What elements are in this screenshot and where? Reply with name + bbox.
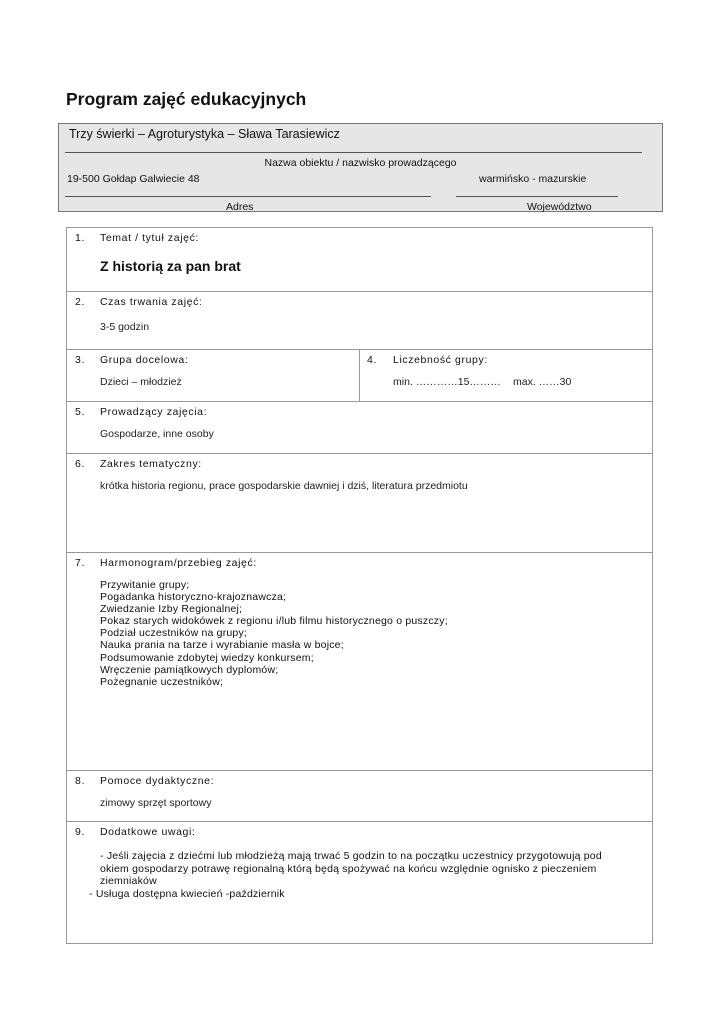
row-number: 8. (75, 775, 85, 787)
schedule-item: Pokaz starych widokówek z regionu i/lub filmu historycznego o puszczy; (100, 615, 448, 628)
row-number: 7. (75, 557, 85, 569)
schedule-item: Przywitanie grupy; (100, 579, 190, 591)
target-group-value: Dzieci – młodzież (100, 376, 182, 388)
row-number: 1. (75, 232, 85, 244)
form-row-topic (67, 228, 652, 291)
document-title: Program zajęć edukacyjnych (66, 89, 307, 109)
address-caption: Adres (226, 201, 254, 213)
address-underline (65, 196, 431, 197)
row-number: 3. (75, 354, 85, 366)
form-row-aids (67, 770, 652, 822)
facility-header (58, 123, 663, 212)
form-row-instructors (67, 401, 652, 454)
scope-label: Zakres tematyczny: (100, 458, 202, 470)
program-form-table (66, 227, 653, 944)
notes-text (89, 850, 644, 900)
form-row-group (67, 349, 652, 402)
instructors-label: Prowadzący zajęcia: (100, 406, 208, 418)
duration-label: Czas trwania zajęć: (100, 296, 203, 308)
notes-label: Dodatkowe uwagi: (100, 826, 196, 838)
topic-value: Z historią za pan brat (100, 258, 241, 274)
instructors-value: Gospodarze, inne osoby (100, 428, 214, 440)
form-row-duration (67, 291, 652, 350)
duration-value: 3-5 godzin (100, 321, 150, 333)
group-size-min: min. …………15……… (393, 376, 501, 388)
schedule-label: Harmonogram/przebieg zajęć: (100, 557, 257, 569)
voivodeship-value: warmińsko - mazurskie (479, 173, 587, 185)
schedule-item: Podsumowanie zdobytej wiedzy konkursem; (100, 651, 314, 664)
schedule-item: Pożegnanie uczestników; (100, 675, 224, 688)
row-number: 5. (75, 406, 85, 418)
address-value: 19-500 Gołdap Galwiecie 48 (67, 173, 200, 185)
target-group-label: Grupa docelowa: (100, 354, 189, 366)
row-number: 2. (75, 296, 85, 308)
row-number: 9. (75, 826, 85, 838)
form-row-notes (67, 821, 652, 944)
facility-name-caption: Nazwa obiektu / nazwisko prowadzącego (264, 157, 457, 169)
voivodeship-caption: Województwo (527, 201, 592, 213)
row-number: 4. (367, 354, 377, 366)
aids-label: Pomoce dydaktyczne: (100, 775, 215, 787)
note-line: - Usługa dostępna kwiecień -październik (89, 887, 285, 900)
column-divider (359, 350, 360, 402)
form-row-scope (67, 453, 652, 553)
schedule-item: Zwiedzanie Izby Regionalnej; (100, 603, 243, 616)
scope-value: krótka historia regionu, prace gospodarskie dawniej i dziś, literatura przedmiotu (100, 480, 468, 492)
schedule-item: Podział uczestników na grupy; (100, 627, 248, 640)
schedule-list (100, 579, 448, 688)
topic-label: Temat / tytuł zajęć: (100, 232, 199, 244)
voivodeship-underline (456, 196, 618, 197)
facility-name: Trzy świerki – Agroturystyka – Sława Tarasiewicz (69, 127, 340, 141)
note-line: okiem gospodarzy potrawę regionalną którą będą spożywać na końcu względnie ognisko z pieczeniem (100, 862, 597, 875)
row-number: 6. (75, 458, 85, 470)
group-size-label: Liczebność grupy: (393, 354, 488, 366)
schedule-item: Wręczenie pamiątkowych dyplomów; (100, 663, 279, 676)
note-line: - Jeśli zajęcia z dziećmi lub młodzieżą mają trwać 5 godzin to na początku uczestnicy przygotowują pod (100, 850, 602, 862)
aids-value: zimowy sprzęt sportowy (100, 797, 212, 809)
group-size-max: max. ……30 (513, 376, 572, 388)
schedule-item: Nauka prania na tarze i wyrabianie masła w bojce; (100, 639, 344, 652)
note-line: ziemniaków (100, 875, 157, 887)
schedule-item: Pogadanka historyczno-krajoznawcza; (100, 591, 287, 604)
facility-name-underline (65, 152, 642, 153)
form-row-schedule (67, 552, 652, 771)
